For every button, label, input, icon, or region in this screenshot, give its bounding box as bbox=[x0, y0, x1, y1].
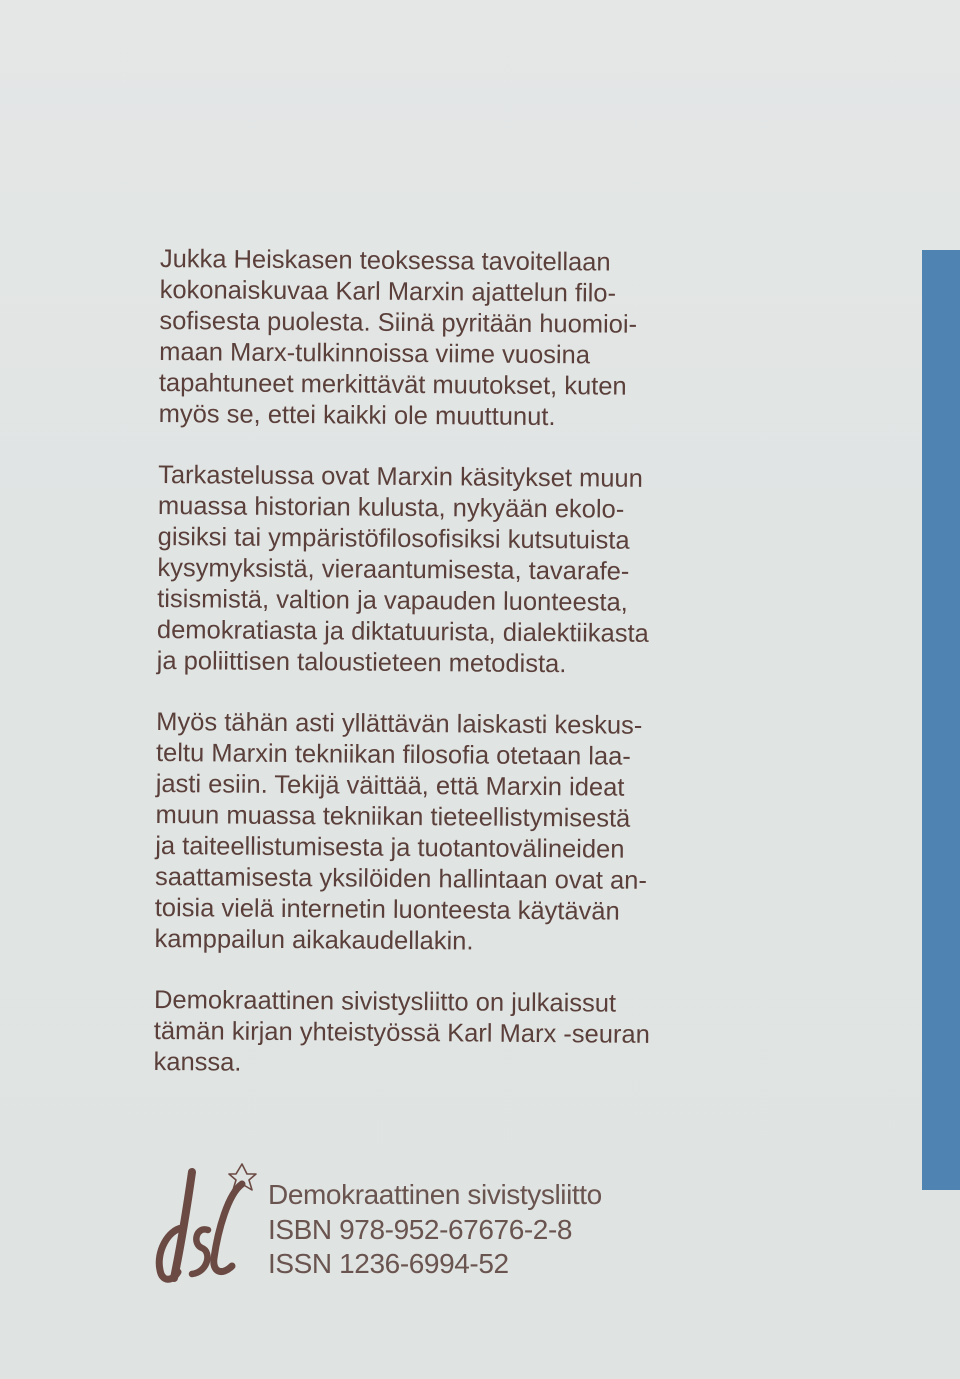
dsl-logo-icon bbox=[148, 1160, 260, 1286]
publisher-imprint bbox=[148, 1160, 708, 1290]
blurb-paragraph-3: Myös tähän asti yllättävän laiskasti keskus- teltu Marxin tekniikan filosofia otetaan laa- jasti esiin. Tekijä väittää, että Marxin ideat muun muassa tekniikan tieteellistymisestä ja taiteellistumisesta ja tuotantovälineiden saattamisesta yksilöiden hallintaan ovat an- toisia vielä internetin luonteesta käytävän kamppailun aikakaudellakin. bbox=[154, 707, 647, 956]
publisher-name: Demokraattinen sivistysliitto bbox=[268, 1179, 602, 1210]
isbn-number: ISBN 978-952-67676-2-8 bbox=[268, 1213, 573, 1245]
blurb-text bbox=[153, 244, 720, 1112]
blurb-paragraph-4: Demokraattinen sivistysliitto on julkaissut tämän kirjan yhteistyössä Karl Marx -seuran kanssa. bbox=[153, 985, 650, 1077]
issn-number: ISSN 1236-6994-52 bbox=[268, 1248, 509, 1279]
blurb-paragraph-2: Tarkastelussa ovat Marxin käsitykset muun muassa historian kulusta, nykyään ekolo- gisiksi tai ympäristöfilosofisiksi kutsutuista kysymyksistä, vieraantumisesta, tavarafe- tisismistä, valtion ja vapauden luonteesta, demokratiasta ja diktatuurista, dialektiikasta ja poliittisen taloustieteen metodista. bbox=[156, 460, 649, 679]
spine-stripe bbox=[922, 250, 960, 1190]
blurb-paragraph-1: Jukka Heiskasen teoksessa tavoitellaan kokonaiskuvaa Karl Marxin ajattelun filo- sofisesta puolesta. Siinä pyritään huomioi- maan Marx-tulkinnoissa viime vuosina tapahtuneet merkittävät muutokset, kuten myös se, ettei kaikki ole muuttunut. bbox=[158, 244, 638, 432]
imprint-text bbox=[268, 1178, 602, 1282]
